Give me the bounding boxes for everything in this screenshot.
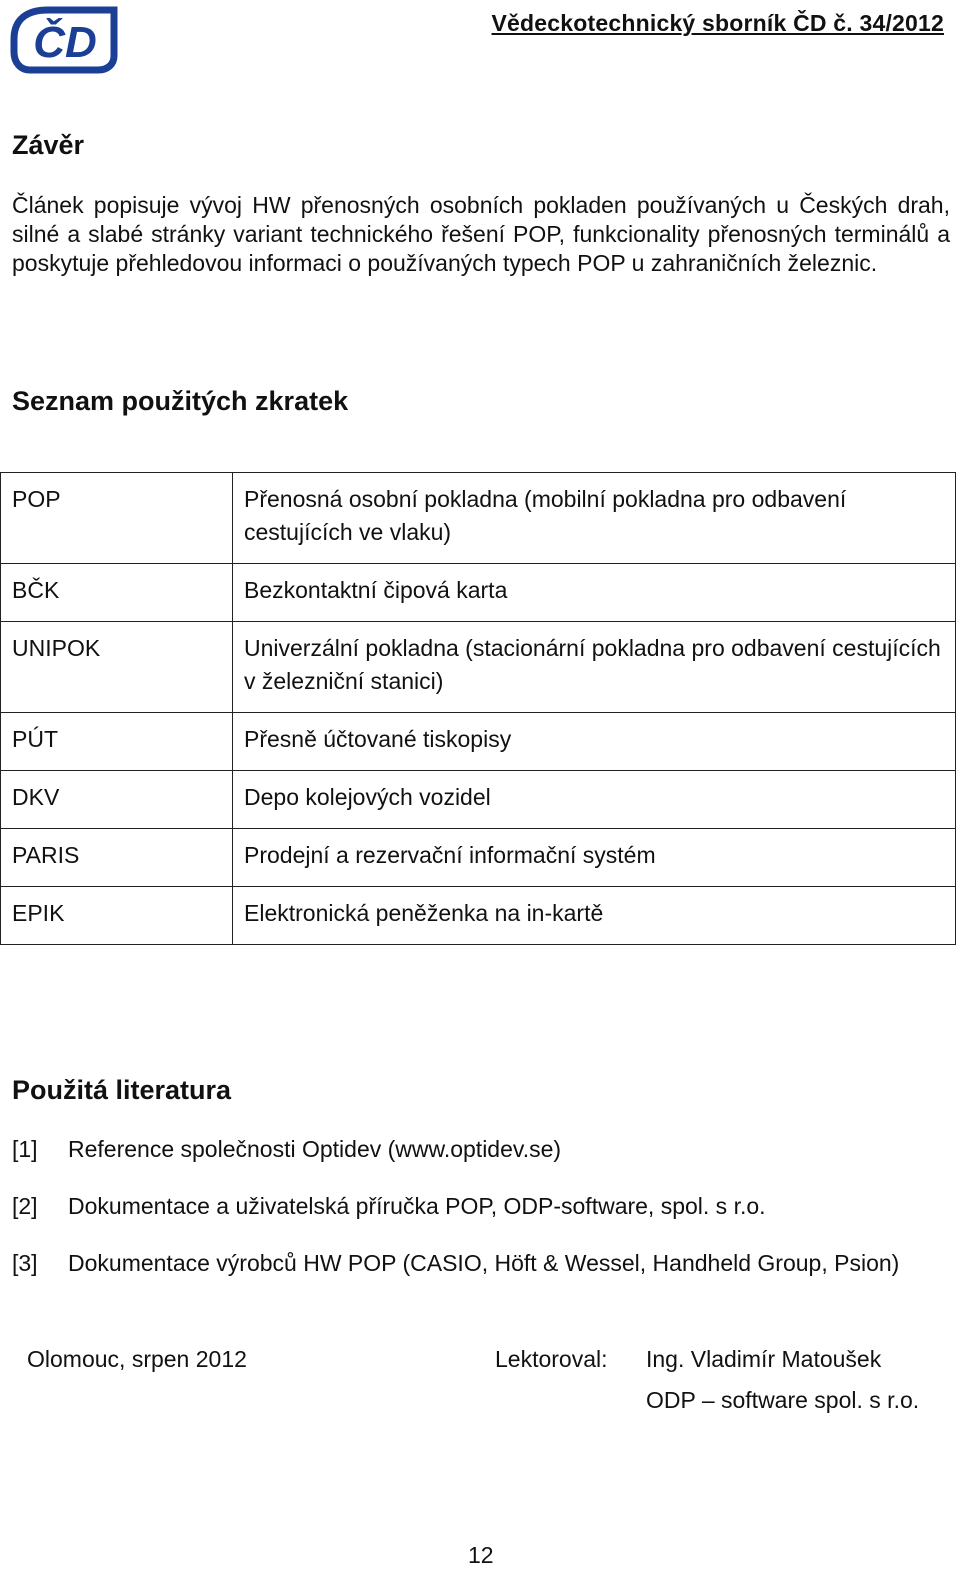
abbreviations-heading: Seznam použitých zkratek [12,386,349,416]
conclusion-paragraph: Článek popisuje vývoj HW přenosných osobních pokladen používaných u Českých drah, silné a slabé stránky variant technického řešení POP, funkcionality přenosných terminálů a poskytuje přehledovou informaci o používaných typech POP u zahraničních železnic. [12,192,950,276]
reference-item [12,1192,950,1221]
table-row [1,771,956,829]
abbreviation-code: PARIS [1,829,233,887]
reference-number: [1] [12,1136,38,1162]
table-row [1,887,956,945]
abbreviation-meaning: Přesně účtované tiskopisy [233,713,956,771]
cd-logo [10,4,120,74]
reviewer-name: Ing. Vladimír Matoušek [646,1346,882,1372]
table-row [1,829,956,887]
abbreviation-code: DKV [1,771,233,829]
conclusion-heading: Závěr [12,130,85,160]
abbreviation-code: BČK [1,564,233,622]
abbreviation-meaning: Bezkontaktní čipová karta [233,564,956,622]
reviewer-organization: ODP – software spol. s r.o. [646,1387,920,1413]
reference-text: Dokumentace a uživatelská příručka POP, ODP-software, spol. s r.o. [68,1193,766,1219]
abbreviation-meaning: Elektronická peněženka na in-kartě [233,887,956,945]
logo-lettering: ČD [33,18,97,67]
literature-heading: Použitá literatura [12,1075,232,1105]
abbreviation-code: PÚT [1,713,233,771]
reference-number: [2] [12,1193,38,1219]
reference-item [12,1249,950,1278]
abbreviation-code: UNIPOK [1,622,233,713]
table-row [1,473,956,564]
table-row [1,564,956,622]
abbreviation-meaning: Prodejní a rezervační informační systém [233,829,956,887]
abbreviation-code: EPIK [1,887,233,945]
abbreviation-meaning: Přenosná osobní pokladna (mobilní pokladna pro odbavení cestujících ve vlaku) [233,473,956,564]
page-number: 12 [468,1542,494,1568]
table-row [1,713,956,771]
reference-number: [3] [12,1250,38,1276]
reference-item [12,1135,950,1164]
reference-list [12,1135,950,1306]
place-date: Olomouc, srpen 2012 [27,1346,247,1372]
journal-title: Vědeckotechnický sborník ČD č. 34/2012 [491,10,944,36]
abbreviation-code: POP [1,473,233,564]
abbreviation-meaning: Depo kolejových vozidel [233,771,956,829]
reviewer-label: Lektoroval: [495,1346,608,1372]
reference-text: Reference společnosti Optidev (www.optidev.se) [68,1136,562,1162]
abbreviation-meaning: Univerzální pokladna (stacionární pokladna pro odbavení cestujících v železniční stanici) [233,622,956,713]
table-row [1,622,956,713]
reference-text: Dokumentace výrobců HW POP (CASIO, Höft & Wessel, Handheld Group, Psion) [68,1250,900,1276]
abbreviations-table [0,472,956,945]
